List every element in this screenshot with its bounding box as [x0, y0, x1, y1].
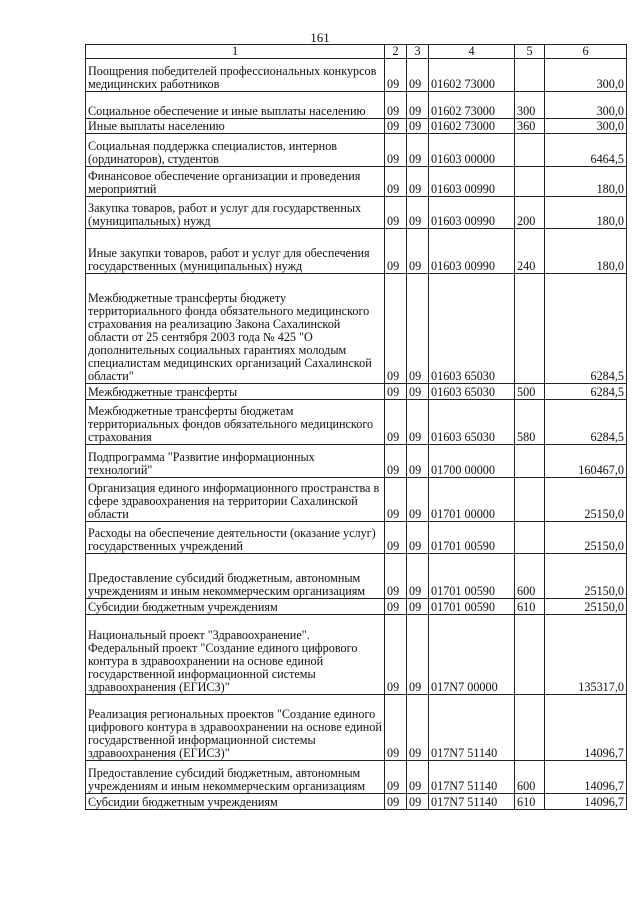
row-name: Предоставление субсидий бюджетным, автономным учреждениям и иным некоммерческим организациям: [86, 761, 385, 794]
row-expense-type: 500: [515, 384, 545, 400]
row-amount: 25150,0: [545, 522, 627, 554]
table-row: [86, 384, 627, 400]
row-amount: 180,0: [545, 229, 627, 274]
row-target-code: 01603 00990: [429, 167, 515, 197]
row-subsection: 09: [407, 794, 429, 810]
row-expense-type: 200: [515, 197, 545, 229]
row-name: Расходы на обеспечение деятельности (оказание услуг) государственных учреждений: [86, 522, 385, 554]
row-subsection: 09: [407, 274, 429, 384]
row-amount: 25150,0: [545, 554, 627, 599]
row-subsection: 09: [407, 478, 429, 522]
row-subsection: 09: [407, 59, 429, 92]
row-target-code: 01603 00990: [429, 229, 515, 274]
table-row: [86, 522, 627, 554]
row-subsection: 09: [407, 229, 429, 274]
row-name: Субсидии бюджетным учреждениям: [86, 599, 385, 615]
row-subsection: 09: [407, 599, 429, 615]
row-subsection: 09: [407, 197, 429, 229]
header-col-2: 2: [385, 45, 407, 59]
row-subsection: 09: [407, 554, 429, 599]
header-col-6: 6: [545, 45, 627, 59]
row-section: 09: [385, 167, 407, 197]
row-expense-type: 610: [515, 794, 545, 810]
row-subsection: 09: [407, 119, 429, 134]
row-section: 09: [385, 274, 407, 384]
row-section: 09: [385, 615, 407, 695]
row-target-code: 01603 00000: [429, 134, 515, 167]
table-row: [86, 134, 627, 167]
row-target-code: 01602 73000: [429, 119, 515, 134]
header-col-4: 4: [429, 45, 515, 59]
row-section: 09: [385, 197, 407, 229]
table-row: [86, 599, 627, 615]
row-section: 09: [385, 794, 407, 810]
row-expense-type: 600: [515, 554, 545, 599]
row-amount: 14096,7: [545, 695, 627, 761]
row-name: Национальный проект "Здравоохранение". Федеральный проект "Создание единого цифрового контура в здравоохранении на основе единой государственной информационной системы здравоохранения (ЕГИСЗ)": [86, 615, 385, 695]
header-row: [86, 45, 627, 59]
row-expense-type: 240: [515, 229, 545, 274]
row-section: 09: [385, 384, 407, 400]
row-expense-type: [515, 478, 545, 522]
row-section: 09: [385, 761, 407, 794]
row-section: 09: [385, 229, 407, 274]
row-expense-type: [515, 695, 545, 761]
row-section: 09: [385, 92, 407, 119]
row-amount: 14096,7: [545, 761, 627, 794]
header-col-3: 3: [407, 45, 429, 59]
row-amount: 14096,7: [545, 794, 627, 810]
row-target-code: 01602 73000: [429, 59, 515, 92]
row-name: Организация единого информационного пространства в сфере здравоохранения на территории Сахалинской области: [86, 478, 385, 522]
table-row: [86, 615, 627, 695]
row-subsection: 09: [407, 92, 429, 119]
row-section: 09: [385, 400, 407, 445]
row-amount: 300,0: [545, 92, 627, 119]
row-section: 09: [385, 134, 407, 167]
row-amount: 180,0: [545, 197, 627, 229]
row-amount: 300,0: [545, 59, 627, 92]
row-section: 09: [385, 695, 407, 761]
row-expense-type: 300: [515, 92, 545, 119]
row-target-code: 01701 00000: [429, 478, 515, 522]
row-amount: 135317,0: [545, 615, 627, 695]
table-row: [86, 197, 627, 229]
row-subsection: 09: [407, 522, 429, 554]
row-name: Субсидии бюджетным учреждениям: [86, 794, 385, 810]
row-target-code: 017N7 00000: [429, 615, 515, 695]
row-name: Закупка товаров, работ и услуг для государственных (муниципальных) нужд: [86, 197, 385, 229]
table-row: [86, 445, 627, 478]
row-section: 09: [385, 554, 407, 599]
row-target-code: 01603 65030: [429, 274, 515, 384]
row-amount: 6284,5: [545, 274, 627, 384]
row-name: Поощрения победителей профессиональных конкурсов медицинских работников: [86, 59, 385, 92]
row-target-code: 01603 00990: [429, 197, 515, 229]
row-expense-type: [515, 615, 545, 695]
table-row: [86, 554, 627, 599]
table-row: [86, 59, 627, 92]
row-expense-type: [515, 59, 545, 92]
header-col-5: 5: [515, 45, 545, 59]
row-amount: 25150,0: [545, 478, 627, 522]
row-target-code: 017N7 51140: [429, 761, 515, 794]
row-subsection: 09: [407, 761, 429, 794]
row-subsection: 09: [407, 384, 429, 400]
row-name: Межбюджетные трансферты бюджету территориального фонда обязательного медицинского страхования на реализацию Закона Сахалинской области от 25 сентября 2003 года № 425 "О дополнительных социальных гарантиях молодым специалистам медицинских организаций Сахалинской области": [86, 274, 385, 384]
row-section: 09: [385, 522, 407, 554]
row-amount: 180,0: [545, 167, 627, 197]
row-expense-type: [515, 134, 545, 167]
row-expense-type: [515, 167, 545, 197]
table-row: [86, 400, 627, 445]
row-amount: 25150,0: [545, 599, 627, 615]
row-target-code: 01701 00590: [429, 522, 515, 554]
row-expense-type: 600: [515, 761, 545, 794]
row-target-code: 01700 00000: [429, 445, 515, 478]
row-section: 09: [385, 445, 407, 478]
table-row: [86, 274, 627, 384]
row-expense-type: 360: [515, 119, 545, 134]
row-amount: 6284,5: [545, 384, 627, 400]
row-name: Финансовое обеспечение организации и проведения мероприятий: [86, 167, 385, 197]
row-name: Социальное обеспечение и иные выплаты населению: [86, 92, 385, 119]
table-row: [86, 167, 627, 197]
row-amount: 6464,5: [545, 134, 627, 167]
row-name: Иные выплаты населению: [86, 119, 385, 134]
row-name: Предоставление субсидий бюджетным, автономным учреждениям и иным некоммерческим организациям: [86, 554, 385, 599]
row-subsection: 09: [407, 134, 429, 167]
row-amount: 6284,5: [545, 400, 627, 445]
row-expense-type: 580: [515, 400, 545, 445]
row-target-code: 01603 65030: [429, 384, 515, 400]
table-row: [86, 229, 627, 274]
row-name: Социальная поддержка специалистов, интернов (ординаторов), студентов: [86, 134, 385, 167]
row-subsection: 09: [407, 695, 429, 761]
row-target-code: 017N7 51140: [429, 695, 515, 761]
row-target-code: 017N7 51140: [429, 794, 515, 810]
row-expense-type: [515, 522, 545, 554]
row-target-code: 01701 00590: [429, 554, 515, 599]
row-target-code: 01701 00590: [429, 599, 515, 615]
row-amount: 160467,0: [545, 445, 627, 478]
row-subsection: 09: [407, 400, 429, 445]
table-row: [86, 478, 627, 522]
table-row: [86, 92, 627, 119]
table-row: [86, 695, 627, 761]
table-row: [86, 119, 627, 134]
row-section: 09: [385, 478, 407, 522]
row-name: Иные закупки товаров, работ и услуг для обеспечения государственных (муниципальных) нужд: [86, 229, 385, 274]
row-subsection: 09: [407, 445, 429, 478]
budget-table: [85, 44, 627, 810]
header-col-1: 1: [86, 45, 385, 59]
row-target-code: 01603 65030: [429, 400, 515, 445]
row-target-code: 01602 73000: [429, 92, 515, 119]
row-section: 09: [385, 59, 407, 92]
row-name: Подпрограмма "Развитие информационных технологий": [86, 445, 385, 478]
row-name: Межбюджетные трансферты бюджетам территориальных фондов обязательного медицинского страхования: [86, 400, 385, 445]
row-expense-type: [515, 445, 545, 478]
row-name: Межбюджетные трансферты: [86, 384, 385, 400]
table-row: [86, 761, 627, 794]
row-subsection: 09: [407, 167, 429, 197]
row-expense-type: [515, 274, 545, 384]
table-row: [86, 794, 627, 810]
row-expense-type: 610: [515, 599, 545, 615]
row-section: 09: [385, 119, 407, 134]
row-section: 09: [385, 599, 407, 615]
row-amount: 300,0: [545, 119, 627, 134]
row-subsection: 09: [407, 615, 429, 695]
page-number: 161: [310, 30, 330, 45]
row-name: Реализация региональных проектов "Создание единого цифрового контура в здравоохранении на основе единой государственной информационной системы здравоохранения (ЕГИСЗ)": [86, 695, 385, 761]
